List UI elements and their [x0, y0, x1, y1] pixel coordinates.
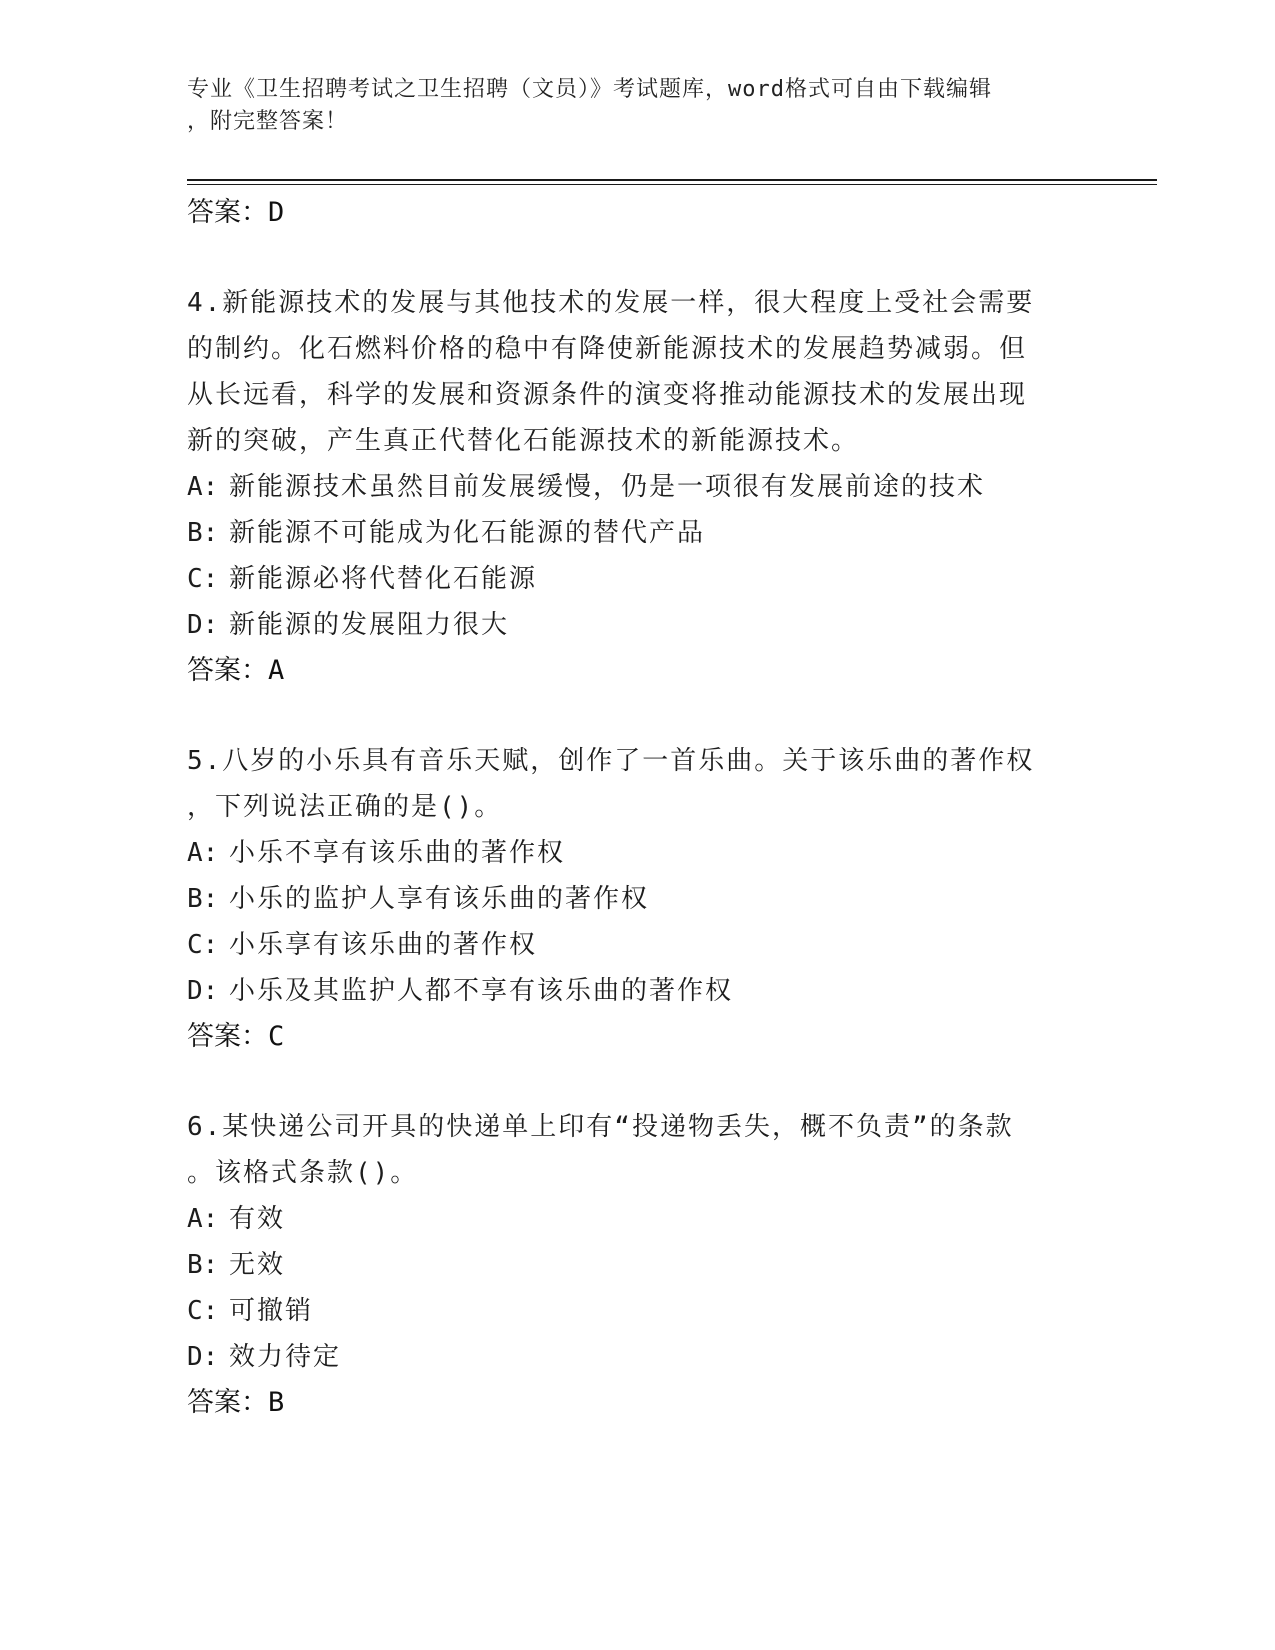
- option-c: [187, 922, 1087, 968]
- question-text-line: 6.某快递公司开具的快递单上印有“投递物丢失，概不负责”的条款: [187, 1112, 1014, 1142]
- answer-value: B: [268, 1387, 285, 1418]
- question-block: [187, 1104, 1087, 1426]
- option-letter: B:: [187, 884, 219, 914]
- question-text-line: 新的突破，产生真正代替化石能源技术的新能源技术。: [187, 426, 860, 456]
- option-text: 效力待定: [229, 1342, 342, 1372]
- option-letter: C:: [187, 564, 219, 594]
- question-text-line: 5.八岁的小乐具有音乐天赋，创作了一首乐曲。关于该乐曲的著作权: [187, 746, 1035, 776]
- option-d: [187, 968, 1087, 1014]
- option-c: [187, 556, 1087, 602]
- option-text: 无效: [229, 1250, 286, 1280]
- option-text: 有效: [229, 1204, 286, 1234]
- option-d: [187, 1334, 1087, 1380]
- answer-label: 答案：: [187, 1387, 268, 1418]
- page-header: [187, 74, 1077, 138]
- option-letter: A:: [187, 472, 219, 502]
- answer-value: D: [268, 197, 285, 228]
- option-letter: D:: [187, 976, 219, 1006]
- answer-line: [187, 1014, 1087, 1060]
- option-text: 新能源不可能成为化石能源的替代产品: [229, 518, 706, 548]
- option-letter: A:: [187, 838, 219, 868]
- header-line: 专业《卫生招聘考试之卫生招聘（文员）》考试题库，word格式可自由下载编辑: [187, 77, 992, 102]
- option-letter: A:: [187, 1204, 219, 1234]
- option-b: [187, 1242, 1087, 1288]
- option-text: 可撤销: [229, 1296, 314, 1326]
- header-line: ，附完整答案！: [187, 109, 349, 134]
- option-text: 小乐不享有该乐曲的著作权: [229, 838, 566, 868]
- answer-value: C: [268, 1021, 285, 1052]
- answer-line: [187, 190, 1087, 236]
- header-divider: [187, 179, 1157, 181]
- option-text: 小乐享有该乐曲的著作权: [229, 930, 538, 960]
- option-c: [187, 1288, 1087, 1334]
- option-letter: B:: [187, 518, 219, 548]
- question-text-line: 从长远看，科学的发展和资源条件的演变将推动能源技术的发展出现: [187, 380, 1028, 410]
- question-text-line: 。该格式条款()。: [187, 1158, 419, 1188]
- question-text-line: ，下列说法正确的是()。: [187, 792, 503, 822]
- header-divider-thin: [187, 184, 1157, 185]
- question-text-line: 的制约。化石燃料价格的稳中有降使新能源技术的发展趋势减弱。但: [187, 334, 1028, 364]
- answer-line: [187, 1380, 1087, 1426]
- option-text: 新能源的发展阻力很大: [229, 610, 510, 640]
- option-a: [187, 830, 1087, 876]
- answer-label: 答案：: [187, 1021, 268, 1052]
- question-list: [187, 190, 1087, 1426]
- option-letter: D:: [187, 610, 219, 640]
- option-letter: C:: [187, 1296, 219, 1326]
- option-a: [187, 1196, 1087, 1242]
- option-text: 小乐及其监护人都不享有该乐曲的著作权: [229, 976, 734, 1006]
- option-letter: B:: [187, 1250, 219, 1280]
- answer-label: 答案：: [187, 655, 268, 686]
- option-text: 新能源必将代替化石能源: [229, 564, 538, 594]
- option-a: [187, 464, 1087, 510]
- answer-value: A: [268, 655, 285, 686]
- answer-line: [187, 648, 1087, 694]
- option-text: 小乐的监护人享有该乐曲的著作权: [229, 884, 650, 914]
- question-block: [187, 738, 1087, 1060]
- question-block: [187, 280, 1087, 694]
- question-text-line: 4.新能源技术的发展与其他技术的发展一样，很大程度上受社会需要: [187, 288, 1035, 318]
- answer-label: 答案：: [187, 197, 268, 228]
- option-d: [187, 602, 1087, 648]
- option-letter: C:: [187, 930, 219, 960]
- option-letter: D:: [187, 1342, 219, 1372]
- option-b: [187, 876, 1087, 922]
- option-text: 新能源技术虽然目前发展缓慢，仍是一项很有发展前途的技术: [229, 472, 986, 502]
- option-b: [187, 510, 1087, 556]
